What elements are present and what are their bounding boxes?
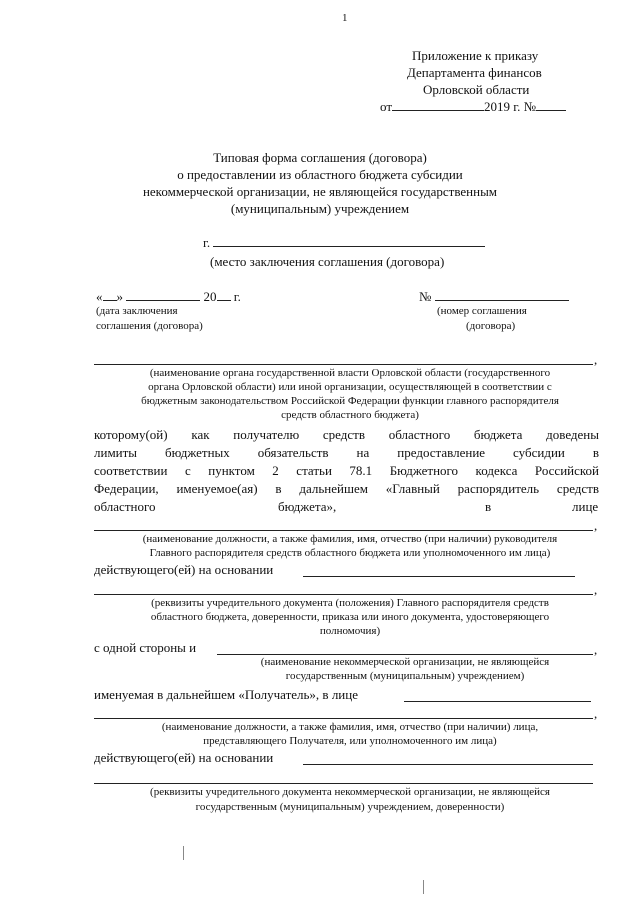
- acting-basis-1-blank: [303, 576, 575, 577]
- date-field: [96, 289, 241, 304]
- authority-comma: ,: [594, 352, 598, 367]
- authority-caption-2: органа Орловской области) или иной организации, осуществляющей в соответствии с: [148, 381, 552, 393]
- scan-mark: [183, 846, 184, 860]
- date-caption-line2: соглашения (договора): [96, 320, 203, 332]
- recipient-label: именуемая в дальнейшем «Получатель», в лице: [94, 687, 358, 702]
- paragraph-last-c: в: [485, 499, 492, 514]
- paragraph-line-1: которому(ой) как получателю средств областного бюджета доведены: [94, 427, 599, 442]
- number-field: [419, 289, 569, 304]
- document-caption-3: полномочия): [319, 625, 381, 637]
- place-caption: (место заключения соглашения (договора): [210, 254, 445, 269]
- paragraph-last-d: лице: [572, 499, 599, 514]
- date-year-blank: [217, 289, 231, 301]
- organization-comma: ,: [594, 642, 598, 657]
- recipient-blank: [404, 701, 591, 702]
- appendix-line1: Приложение к приказу: [412, 48, 539, 63]
- head-line: [94, 530, 593, 531]
- place-blank: [213, 235, 485, 247]
- acting-basis-1: действующего(ей) на основании: [94, 562, 274, 577]
- authority-caption-3: бюджетным законодательством Российской Федерации функции главного распорядителя: [141, 395, 559, 407]
- requisites-caption-1: (реквизиты учредительного документа некоммерческой организации, не являющейся: [150, 786, 550, 798]
- place-field: [203, 235, 485, 250]
- appendix-date-suffix: 2019 г. №: [484, 99, 537, 114]
- appendix-date-prefix: от: [380, 99, 393, 114]
- appendix-line3: Орловской области: [423, 82, 530, 97]
- head-caption-1: (наименование должности, а также фамилия, имя, отчество (при наличии) руководителя: [142, 533, 558, 545]
- number-caption-line1: (номер соглашения: [437, 305, 527, 317]
- organization-caption-2: государственным (муниципальным) учреждением): [285, 670, 525, 682]
- document-line: [94, 594, 593, 595]
- requisites-caption-2: государственным (муниципальным) учреждением, доверенности): [195, 801, 505, 813]
- acting-basis-2-blank: [303, 764, 593, 765]
- head-caption-2: Главного распорядителя средств областного бюджета или уполномоченного им лица): [149, 547, 551, 559]
- date-year-prefix: 20: [203, 289, 217, 304]
- place-prefix: г.: [203, 235, 211, 250]
- paragraph-line-4: Федерации, именуемое(ая) в дальнейшем «Главный распорядитель средств: [94, 481, 599, 496]
- title-line4: (муниципальным) учреждением: [230, 201, 410, 216]
- head-comma: ,: [594, 518, 598, 533]
- appendix-line2: Департамента финансов: [407, 65, 542, 80]
- acting-basis-2: действующего(ей) на основании: [94, 750, 274, 765]
- paragraph-line-3: соответствии с пунктом 2 статьи 78.1 Бюджетного кодекса Российской: [94, 463, 599, 478]
- appendix-number-blank: [536, 99, 566, 111]
- date-caption-line1: (дата заключения: [96, 305, 178, 317]
- authority-line: [94, 364, 593, 365]
- date-month-blank: [126, 289, 200, 301]
- representative-comma: ,: [594, 706, 598, 721]
- authority-caption-1: (наименование органа государственной власти Орловской области (государственного: [149, 367, 551, 379]
- appendix-date-blank: [392, 99, 484, 111]
- date-quote-close: »: [116, 289, 123, 304]
- page-number: 1: [342, 12, 348, 24]
- date-quote-open: «: [96, 289, 103, 304]
- paragraph-last-a: областного: [94, 499, 156, 514]
- date-day-blank: [103, 289, 117, 301]
- representative-caption-1: (наименование должности, а также фамилия, имя, отчество (при наличии) лица,: [161, 721, 539, 733]
- requisites-line: [94, 783, 593, 784]
- number-blank: [435, 289, 569, 301]
- organization-line: [217, 654, 593, 655]
- authority-caption-4: средств областного бюджета): [281, 409, 419, 421]
- representative-caption-2: представляющего Получателя, или уполномоченного им лица): [203, 735, 497, 747]
- scan-mark: [423, 880, 424, 894]
- paragraph-last-b: бюджета»,: [278, 499, 337, 514]
- document-caption-2: областного бюджета, доверенности, приказа или иного документа, удостоверяющего: [150, 611, 550, 623]
- number-prefix: №: [419, 289, 432, 304]
- title-line3: некоммерческой организации, не являющейся государственным: [142, 184, 498, 199]
- number-caption-line2: (договора): [466, 320, 516, 332]
- appendix-date: [380, 99, 566, 114]
- paragraph-line-2: лимиты бюджетных обязательств на предоставление субсидии в: [94, 445, 599, 460]
- title-line2: о предоставлении из областного бюджета субсидии: [177, 167, 463, 182]
- document-caption-1: (реквизиты учредительного документа (положения) Главного распорядителя средств: [151, 597, 549, 609]
- one-side-label: с одной стороны и: [94, 640, 197, 655]
- organization-caption-1: (наименование некоммерческой организации, не являющейся: [260, 656, 550, 668]
- document-comma: ,: [594, 582, 598, 597]
- title-line1: Типовая форма соглашения (договора): [213, 150, 427, 165]
- representative-line: [94, 718, 593, 719]
- date-year-suffix: г.: [233, 289, 241, 304]
